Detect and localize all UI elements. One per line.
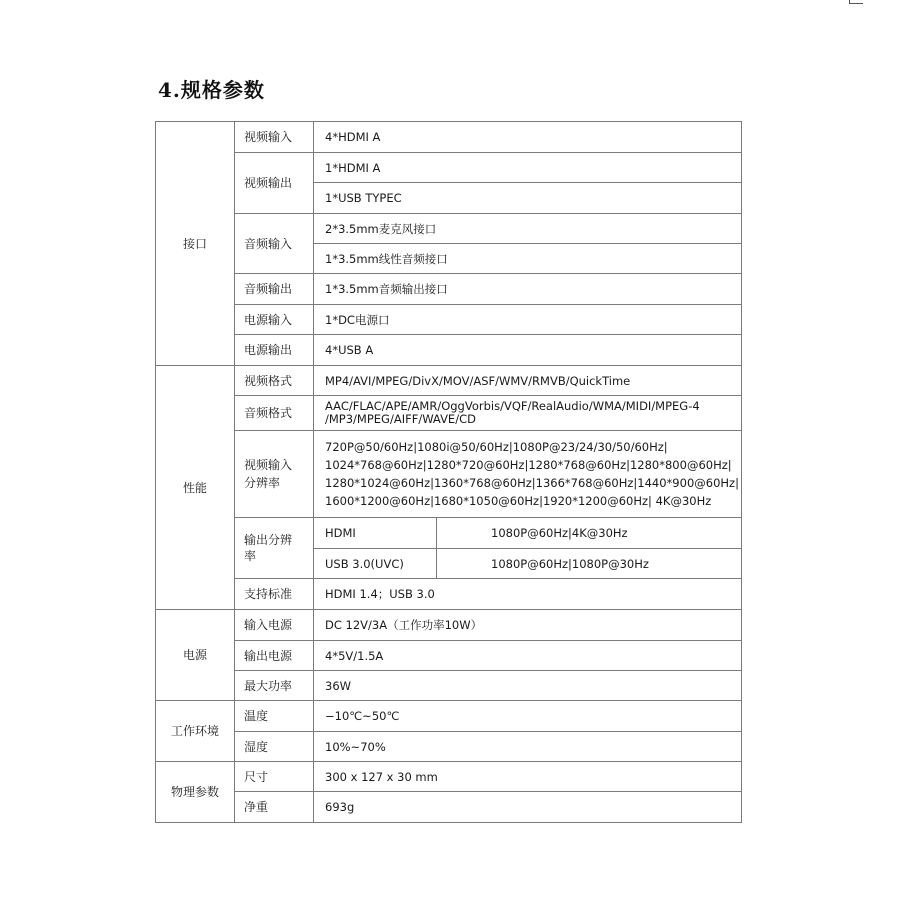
table-row	[156, 671, 742, 701]
label-line: 视频输入	[244, 458, 293, 472]
label-power-output-port: 电源输出	[235, 335, 314, 366]
spec-table	[155, 121, 742, 823]
value-audio-input-line: 1*3.5mm线性音频接口	[314, 244, 742, 274]
resolution-line: 1600*1200@60Hz|1680*1050@60Hz|1920*1200@60Hz| 4K@30Hz	[325, 494, 712, 508]
value-power-input-port: 1*DC电源口	[314, 305, 742, 335]
label-temperature: 温度	[235, 701, 314, 732]
value-video-output-usb: 1*USB TYPEC	[314, 183, 742, 214]
value-power-output: 4*5V/1.5A	[314, 641, 742, 671]
label-humidity: 湿度	[235, 732, 314, 762]
resolution-line: 1280*1024@60Hz|1360*768@60Hz|1366*768@60Hz|1440*900@60Hz|	[325, 476, 739, 490]
label-video-input-resolution	[235, 431, 314, 518]
table-row	[156, 431, 742, 518]
label-video-format: 视频格式	[235, 366, 314, 396]
label-video-input: 视频输入	[235, 122, 314, 153]
audio-format-line: /MP3/MPEG/AIFF/WAVE/CD	[325, 412, 476, 426]
value-weight: 693g	[314, 792, 742, 823]
value-audio-input-mic: 2*3.5mm麦克风接口	[314, 214, 742, 244]
table-row	[156, 214, 742, 244]
label-audio-format: 音频格式	[235, 396, 314, 431]
label-video-output: 视频输出	[235, 153, 314, 214]
table-row	[156, 762, 742, 792]
value-size: 300 x 127 x 30 mm	[314, 762, 742, 792]
corner-crop-mark	[849, 0, 863, 4]
value-video-input-resolution	[314, 431, 742, 518]
table-row	[156, 274, 742, 305]
table-row	[156, 701, 742, 732]
value-power-output-port: 4*USB A	[314, 335, 742, 366]
table-row	[156, 305, 742, 335]
resolution-line: 1024*768@60Hz|1280*720@60Hz|1280*768@60Hz|1280*800@60Hz|	[325, 458, 732, 472]
value-temperature: −10℃~50℃	[314, 701, 742, 732]
table-row	[156, 396, 742, 431]
value-audio-format	[314, 396, 742, 431]
table-row	[156, 792, 742, 823]
label-output-resolution: 输出分辨率	[235, 518, 314, 579]
table-row	[156, 153, 742, 183]
table-row	[156, 518, 742, 549]
value-video-format: MP4/AVI/MPEG/DivX/MOV/ASF/WMV/RMVB/QuickTime	[314, 366, 742, 396]
label-power-output: 输出电源	[235, 641, 314, 671]
value-humidity: 10%~70%	[314, 732, 742, 762]
label-audio-input: 音频输入	[235, 214, 314, 274]
value-audio-output: 1*3.5mm音频输出接口	[314, 274, 742, 305]
output-port-hdmi: HDMI	[314, 518, 437, 549]
label-power-input-port: 电源输入	[235, 305, 314, 335]
label-audio-output: 音频输出	[235, 274, 314, 305]
label-max-power: 最大功率	[235, 671, 314, 701]
category-environment: 工作环境	[156, 701, 235, 762]
value-video-output-hdmi: 1*HDMI A	[314, 153, 742, 183]
output-res-usb: 1080P@60Hz|1080P@30Hz	[437, 549, 742, 579]
label-size: 尺寸	[235, 762, 314, 792]
section-title: 4.规格参数	[158, 78, 265, 102]
table-row	[156, 366, 742, 396]
table-row	[156, 610, 742, 641]
category-performance: 性能	[156, 366, 235, 610]
audio-format-line: AAC/FLAC/APE/AMR/OggVorbis/VQF/RealAudio/WMA/MIDI/MPEG-4	[325, 399, 700, 413]
table-row	[156, 579, 742, 610]
label-power-input: 输入电源	[235, 610, 314, 641]
value-video-input: 4*HDMI A	[314, 122, 742, 153]
table-row	[156, 732, 742, 762]
output-port-usb: USB 3.0(UVC)	[314, 549, 437, 579]
value-max-power: 36W	[314, 671, 742, 701]
label-standards: 支持标准	[235, 579, 314, 610]
label-weight: 净重	[235, 792, 314, 823]
category-physical: 物理参数	[156, 762, 235, 823]
resolution-line: 720P@50/60Hz|1080i@50/60Hz|1080P@23/24/30/50/60Hz|	[325, 440, 668, 454]
table-row	[156, 122, 742, 153]
output-res-hdmi: 1080P@60Hz|4K@30Hz	[437, 518, 742, 549]
label-line: 分辨率	[244, 476, 281, 490]
category-power: 电源	[156, 610, 235, 701]
value-standards: HDMI 1.4；USB 3.0	[314, 579, 742, 610]
value-power-input: DC 12V/3A（工作功率10W）	[314, 610, 742, 641]
category-interface: 接口	[156, 122, 235, 366]
table-row	[156, 335, 742, 366]
table-row	[156, 641, 742, 671]
